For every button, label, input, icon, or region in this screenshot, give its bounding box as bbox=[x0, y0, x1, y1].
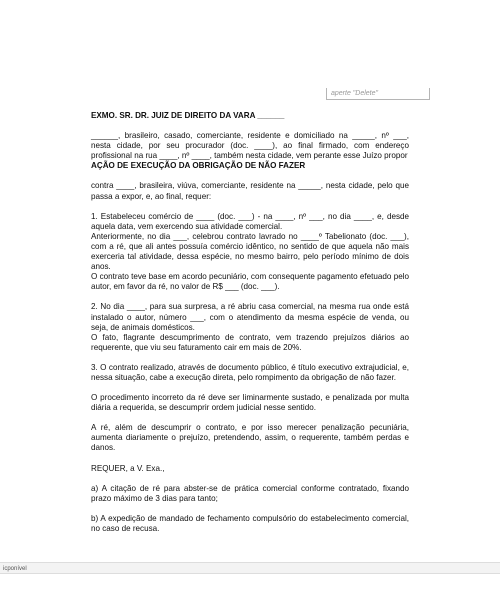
document-title: EXMO. SR. DR. JUIZ DE DIREITO DA VARA ______ bbox=[91, 111, 285, 120]
delete-hint-label: aperte "Delete" bbox=[331, 90, 378, 97]
item-2b: O fato, flagrante descumprimento de contrato, vem trazendo prejuízos diários ao requerente, que viu seu faturamento cair em mais de 20%. bbox=[91, 332, 409, 352]
item-1c: O contrato teve base em acordo pecuniário, com consequente pagamento efetuado pelo autor, em favor da ré, no valor de R$ ___ (doc. ___). bbox=[91, 272, 409, 292]
request-intro: REQUER, a V. Exa., bbox=[91, 463, 165, 473]
defendant-paragraph: contra ____, brasileira, viúva, comerciante, residente na _____, nesta cidade, pelo que passa a expor, e, ao final, requer: bbox=[91, 181, 409, 201]
item-1b: Anteriormente, no dia ___, celebrou contrato lavrado no ____º Tabelionato (doc. ___), com a ré, que ali antes possuía comércio idêntico, no sentido de que aquela não mais exerceria tal atividade, dessa espécie, no mesmo bairro, pelo período mínimo de dois anos. bbox=[91, 231, 409, 272]
procedure-paragraph: O procedimento incorreto da ré deve ser liminarmente sustado, e penalizada por multa diária a requerida, se descumprir ordem judicial nesse sentido. bbox=[91, 393, 409, 413]
author-intro: ______, brasileiro, casado, comerciante, residente e domiciliado na _____, nº ___, nesta cidade, por seu procurador (doc. ____), ao final firmado, com endereço profissional na rua ____, nº ____, também nesta cidade, vem perante esse Juízo propor bbox=[91, 131, 409, 161]
request-a: a) A citação de ré para abster-se de prática comercial conforme contratado, fixando prazo máximo de 3 dias para tanto; bbox=[91, 483, 409, 503]
item-2a: 2. No dia ____, para sua surpresa, a ré abriu casa comercial, na mesma rua onde está instalado o autor, número ___, com o atendimento da mesma espécie de venda, ou seja, de animais domésticos. bbox=[91, 302, 409, 332]
petition-document bbox=[91, 111, 409, 544]
penalty-paragraph: A ré, além de descumprir o contrato, e por isso merecer penalização pecuniária, aumenta diariamente o prejuízo, pretendendo, assim, o requerente, também perdas e danos. bbox=[91, 423, 409, 453]
footer-bar bbox=[0, 562, 500, 574]
item-3: 3. O contrato realizado, através de documento público, é título executivo extrajudicial, e, nessa situação, cabe a execução direta, pelo rompimento da obrigação de não fazer. bbox=[91, 362, 409, 382]
item-1a: 1. Estabeleceu comércio de ____ (doc. ___) - na ____, nº ___, no dia ____, e, desde aquela data, vem exercendo sua atividade comercial. bbox=[91, 211, 409, 231]
request-b: b) A expedição de mandado de fechamento compulsório do estabelecimento comercial, no caso de recusa. bbox=[91, 513, 409, 533]
delete-hint-box bbox=[326, 88, 430, 100]
footer-label: icponível bbox=[3, 566, 27, 572]
action-title: AÇÃO DE EXECUÇÃO DA OBRIGAÇÃO DE NÃO FAZER bbox=[91, 161, 306, 171]
